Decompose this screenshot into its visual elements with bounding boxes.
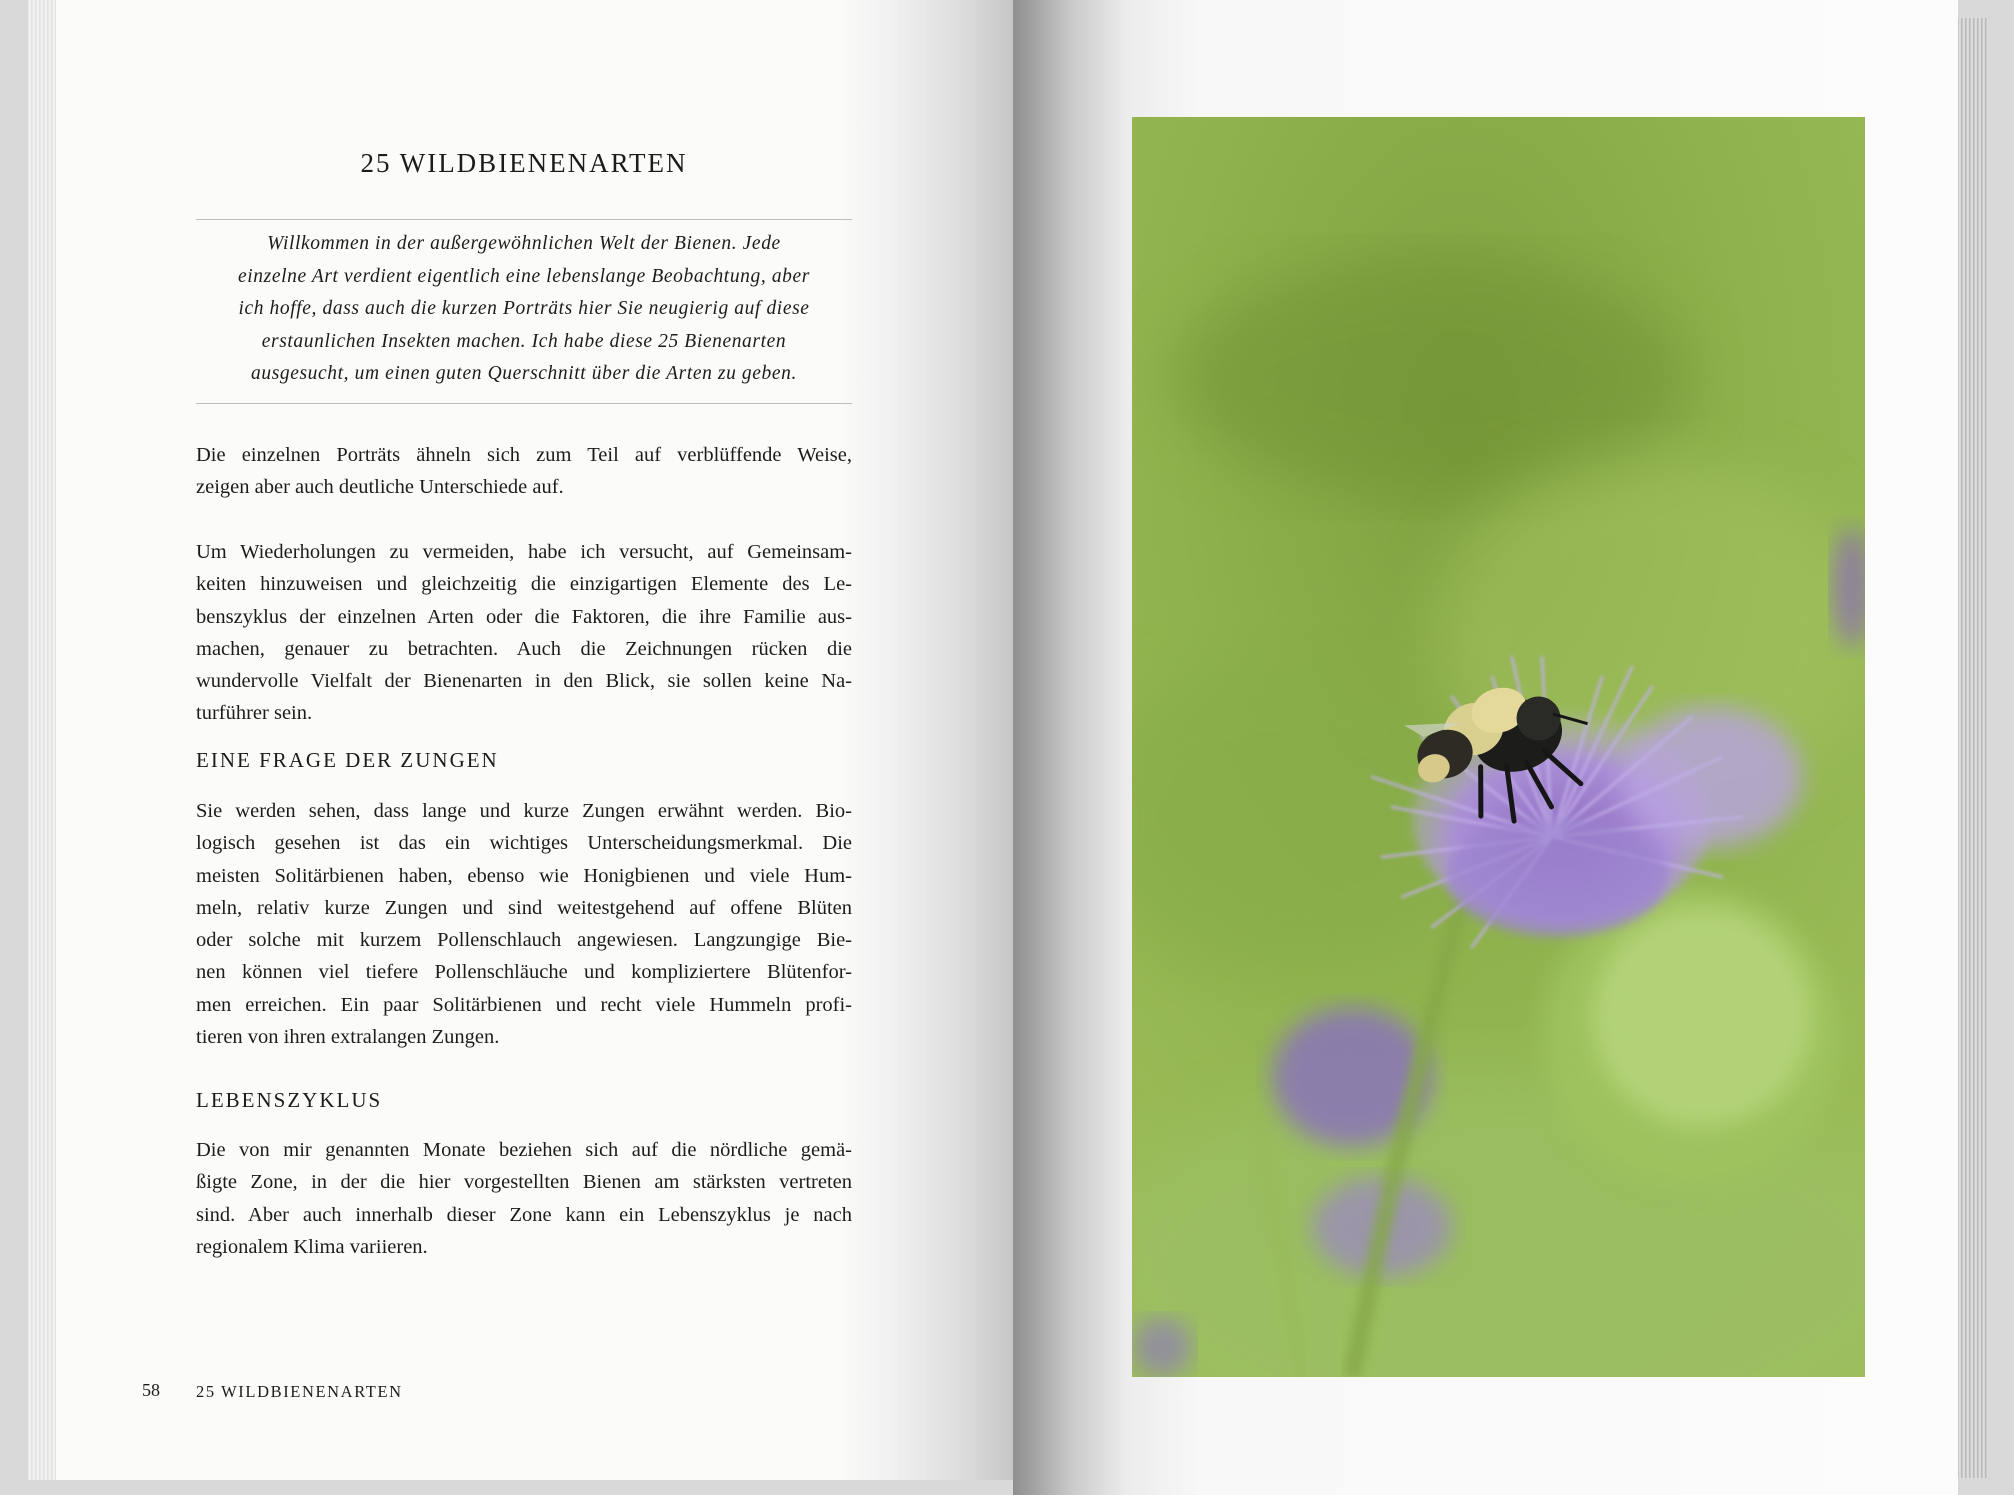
intro-line: ich hoffe, dass auch die kurzen Porträts hier Sie neugierig auf diese (238, 298, 810, 319)
page-edges-left (28, 0, 56, 1480)
text-line: sind. Aber auch innerhalb dieser Zone kann ein Lebenszyklus je nach (196, 1203, 852, 1226)
text-line: oder solche mit kurzem Pollenschlauch angewiesen. Langzungige Bie- (196, 929, 852, 952)
paragraph-lifecycle (196, 1134, 852, 1263)
divider-top (196, 219, 852, 220)
text-line: Sie werden sehen, dass lange und kurze Zungen erwähnt werden. Bio- (196, 800, 852, 822)
text-line: meln, relativ kurze Zungen und sind weitestgehend auf offene Blüten (196, 896, 852, 919)
page-edges-right (1958, 18, 1988, 1478)
chapter-title: 25 WILDBIENENARTEN (360, 148, 688, 178)
heading-lifecycle: LEBENSZYKLUS (196, 1088, 383, 1112)
intro-line: einzelne Art verdient eigentlich eine lebenslange Beobachtung, aber (238, 265, 810, 287)
intro-line: Willkommen in der außergewöhnlichen Welt der Bienen. Jede (267, 233, 781, 254)
text-line: men erreichen. Ein paar Solitärbienen und recht viele Hummeln profi- (196, 993, 852, 1016)
divider-bottom (196, 403, 852, 404)
photo-illustration (1132, 117, 1865, 1377)
text-line: Um Wiederholungen zu vermeiden, habe ich versucht, auf Gemeinsam- (196, 541, 852, 563)
outer-margin (1988, 0, 2014, 1495)
text-line: logisch gesehen ist das ein wichtiges Unterscheidungsmerkmal. Die (196, 832, 852, 855)
intro-text (196, 228, 852, 391)
paragraph-tongues (196, 795, 852, 1053)
text-line: nen können viel tiefere Pollenschläuche und kompliziertere Blütenfor- (196, 961, 852, 984)
text-line: zeigen aber auch deutliche Unterschiede auf. (196, 476, 564, 499)
text-line: benszyklus der einzelnen Arten oder die Faktoren, die ihre Familie aus- (196, 605, 852, 628)
text-line: wundervolle Vielfalt der Bienenarten in den Blick, sie sollen keine Na- (196, 670, 852, 693)
text-line: keiten hinzuweisen und gleichzeitig die einzigartigen Elemente des Le- (196, 573, 852, 596)
paragraph-portraits (196, 439, 852, 504)
paragraph-repetition (196, 536, 852, 730)
page-number: 58 (142, 1380, 160, 1400)
text-line: ßigte Zone, in der die hier vorgestellten Bienen am stärksten vertreten (196, 1171, 852, 1194)
text-line: turführer sein. (196, 702, 313, 725)
text-line: Die von mir genannten Monate beziehen sich auf die nördliche gemä- (196, 1139, 852, 1161)
text-line: regionalem Klima variieren. (196, 1235, 428, 1258)
running-title: 25 WILDBIENENARTEN (196, 1382, 403, 1401)
text-line: meisten Solitärbienen haben, ebenso wie Honigbienen und viele Hum- (196, 864, 852, 887)
text-line: Die einzelnen Porträts ähneln sich zum Teil auf verblüffende Weise, (196, 444, 852, 466)
intro-line: erstaunlichen Insekten machen. Ich habe diese 25 Bienenarten (261, 330, 787, 352)
heading-tongues: EINE FRAGE DER ZUNGEN (196, 748, 499, 772)
bumblebee-photo (1132, 117, 1865, 1377)
text-line: tieren von ihren extralangen Zungen. (196, 1026, 500, 1049)
text-line: machen, genauer zu betrachten. Auch die Zeichnungen rücken die (196, 637, 852, 660)
intro-line: ausgesucht, um einen guten Querschnitt über die Arten zu geben. (251, 363, 797, 384)
